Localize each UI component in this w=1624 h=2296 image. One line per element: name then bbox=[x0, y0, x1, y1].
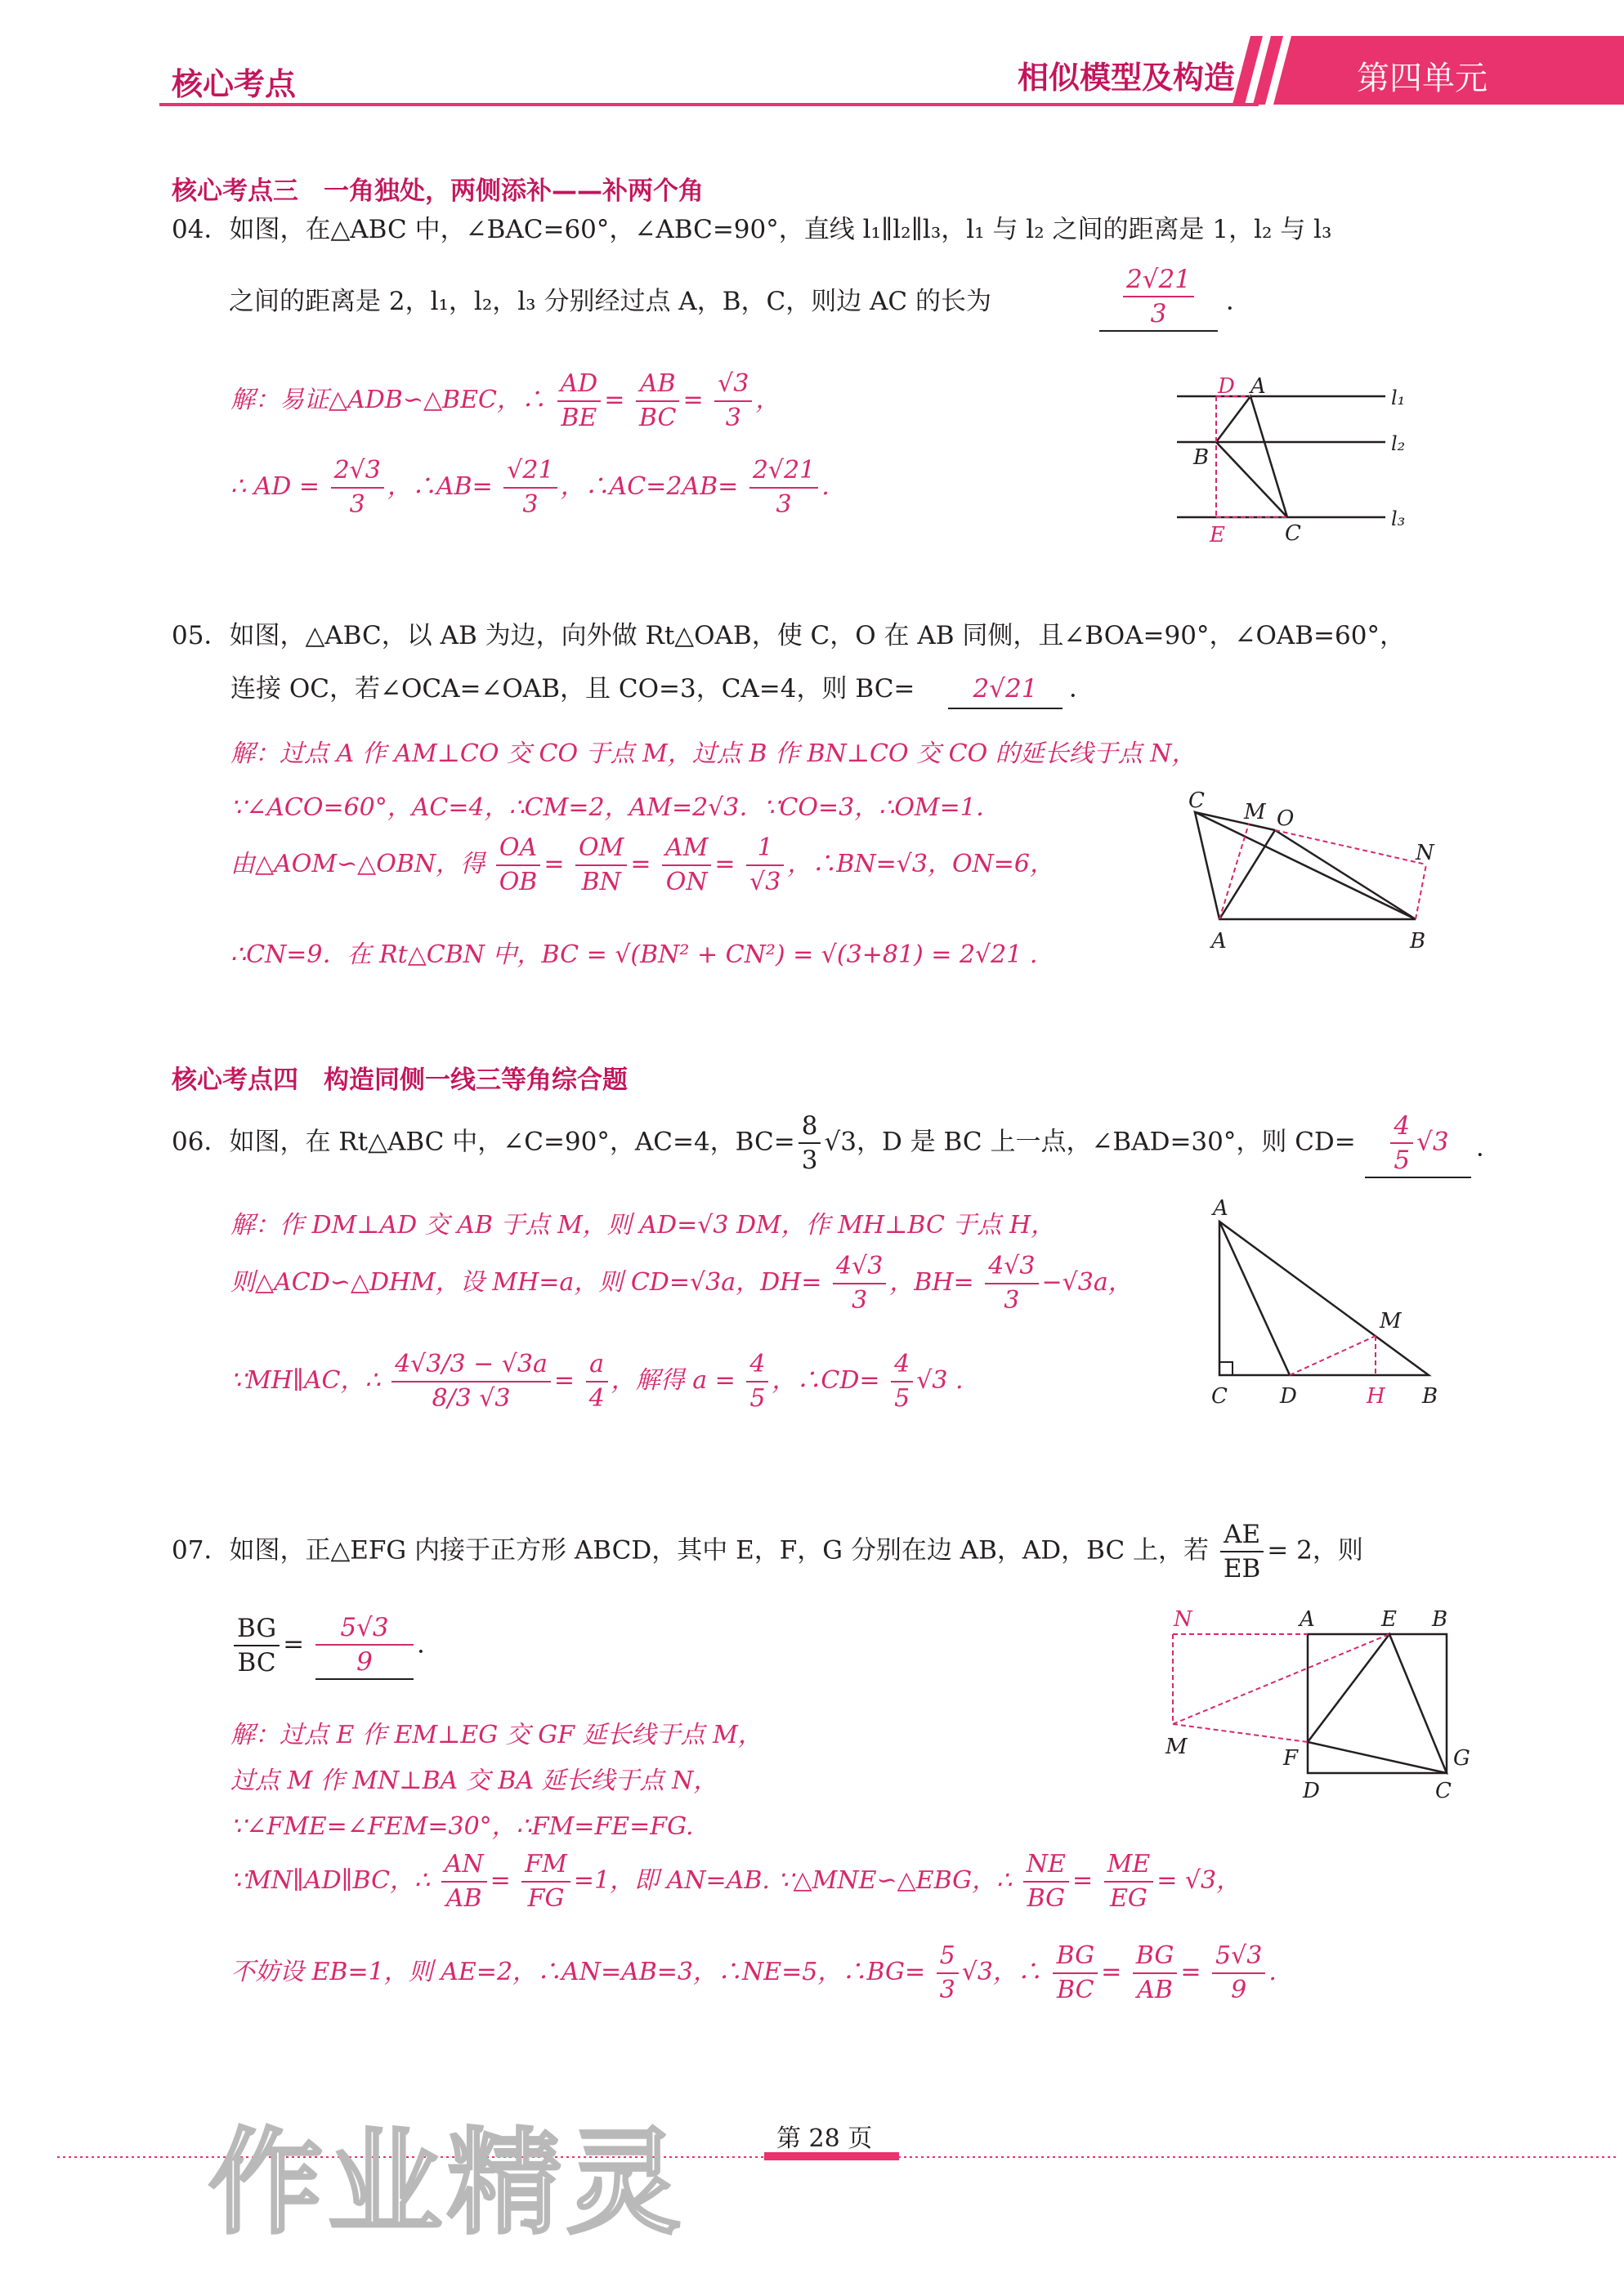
q04-figure bbox=[1169, 372, 1414, 552]
label-f: F bbox=[1283, 1746, 1299, 1771]
dashed-me bbox=[1173, 1634, 1389, 1724]
header-chapter-title: 相似模型及构造 bbox=[1018, 60, 1236, 96]
label-c: C bbox=[1285, 521, 1301, 546]
label-d: D bbox=[1218, 374, 1235, 399]
q07-figure bbox=[1152, 1601, 1479, 1814]
q05-figure bbox=[1177, 784, 1463, 956]
dashed-bn bbox=[1416, 864, 1426, 919]
label-l3: l₃ bbox=[1391, 507, 1406, 530]
triangle-abc bbox=[1219, 1222, 1429, 1375]
q04-answer: $\frac{2√21}{3}$ bbox=[1099, 263, 1218, 332]
label-e: E bbox=[1210, 523, 1225, 547]
triangle-abc bbox=[1216, 396, 1287, 517]
page-number: 第 28 页 bbox=[776, 2124, 873, 2153]
watermark-logo: 作业精灵 bbox=[208, 2117, 687, 2250]
label-a: A bbox=[1250, 374, 1266, 399]
q04-line-2: 之间的距离是 2，l₁，l₂，l₃ 分别经过点 A，B，C，则边 AC 的长为 bbox=[229, 287, 992, 316]
header-left-title: 核心考点 bbox=[172, 66, 297, 102]
triangle-abc bbox=[1195, 812, 1416, 919]
q06-solution-line-2: 则△ACD∽△DHM，设 MH=a，则 CD=√3a，DH= $\frac{4√3}{3}$ ，BH= $\frac{4√3}{3}$ −√3a， bbox=[230, 1252, 1133, 1315]
q06-figure bbox=[1201, 1197, 1463, 1418]
square-abcd bbox=[1308, 1634, 1447, 1773]
segment-ao bbox=[1219, 830, 1275, 919]
section-3-title: 核心考点三 一角独处，两侧添补——补两个角 bbox=[172, 176, 704, 206]
q06-answer: $\frac{4}{5}$ √3 bbox=[1365, 1110, 1471, 1178]
label-l1: l₁ bbox=[1391, 386, 1406, 409]
q05-solution-line-3: 由△AOM∽△OBN，得 $\frac{OA}{OB}$ = $\frac{OM}{BN}$ = $\frac{AM}{ON}$ = $\frac{1}{√3}$ ，∴BN=√3，ON=6， bbox=[230, 833, 1055, 896]
label-g: G bbox=[1453, 1746, 1470, 1771]
label-d: D bbox=[1280, 1384, 1297, 1409]
dashed-mf bbox=[1173, 1724, 1308, 1742]
q07-line-1: 07．如图，正△EFG 内接于正方形 ABCD，其中 E，F，G 分别在边 AB，AD，BC 上，若 $\frac{AE}{EB}$ = 2，则 bbox=[172, 1520, 1363, 1584]
q05-solution-line-1: 解：过点 A 作 AM⊥CO 交 CO 于点 M，过点 B 作 BN⊥CO 交 CO 的延长线于点 N， bbox=[230, 739, 1197, 768]
q05-answer: 2√21 bbox=[948, 670, 1063, 709]
q06-solution-line-3: ∵MH∥AC，∴ $\frac{4√3/3 - √3a}{8/3 √3}$ = $\frac{a}{4}$ ，解得 a = $\frac{4}{5}$ ，∴CD= $\frac{4}{5}$ √3 . bbox=[230, 1350, 964, 1413]
dashed-am bbox=[1219, 824, 1249, 919]
segment-ad bbox=[1219, 1222, 1290, 1375]
label-m: M bbox=[1380, 1309, 1402, 1333]
label-c: C bbox=[1435, 1779, 1452, 1803]
label-m: M bbox=[1165, 1735, 1188, 1759]
q07-solution-line-2: 过点 M 作 MN⊥BA 交 BA 延长线于点 N， bbox=[230, 1767, 718, 1795]
label-m: M bbox=[1244, 800, 1266, 824]
label-b: B bbox=[1422, 1384, 1438, 1409]
segment-ob bbox=[1275, 830, 1416, 919]
label-a: A bbox=[1213, 1197, 1228, 1221]
q07-solution-line-4: ∵MN∥AD∥BC，∴ $\frac{AN}{AB}$ = $\frac{FM}{FG}$ =1，即 AN=AB. ∵△MNE∽△EBG，∴ $\frac{NE}{BG}$ = $\frac{ME}{EG}$ = √3， bbox=[230, 1850, 1241, 1913]
q05-solution-line-2: ∵∠ACO=60°，AC=4，∴CM=2，AM=2√3．∵CO=3，∴OM=1． bbox=[230, 793, 1000, 822]
dashed-on bbox=[1275, 830, 1426, 864]
q04-line-1: 04．如图，在△ABC 中，∠BAC=60°，∠ABC=90°，直线 l₁∥l₂∥l₃，l₁ 与 l₂ 之间的距离是 1，l₂ 与 l₃ bbox=[172, 215, 1332, 244]
label-a: A bbox=[1211, 929, 1227, 954]
section-4-title: 核心考点四 构造同侧一线三等角综合题 bbox=[172, 1065, 628, 1095]
q05-solution-line-4: ∴CN=9．在 Rt△CBN 中，BC = √(BN² + CN²) = √(3+81) = 2√21 . bbox=[230, 940, 1038, 969]
label-o: O bbox=[1277, 806, 1295, 831]
q07-solution-line-1: 解：过点 E 作 EM⊥EG 交 GF 延长线于点 M， bbox=[230, 1721, 763, 1749]
label-b: B bbox=[1432, 1607, 1448, 1632]
q04-solution-line-1: 解：易证△ADB∽△BEC，∴ $\frac{AD}{BE}$ = $\frac{AB}{BC}$ = $\frac{√3}{3}$ ， bbox=[230, 369, 781, 432]
label-d: D bbox=[1303, 1779, 1320, 1803]
label-n: N bbox=[1174, 1607, 1192, 1632]
label-h: H bbox=[1367, 1384, 1385, 1409]
q05-line-2: 连接 OC，若∠OCA=∠OAB，且 CO=3，CA=4，则 BC= bbox=[230, 674, 915, 704]
label-n: N bbox=[1416, 841, 1434, 865]
header-unit-label: 第四单元 bbox=[1357, 60, 1488, 97]
label-e: E bbox=[1381, 1607, 1397, 1632]
q07-solution-line-5: 不妨设 EB=1，则 AE=2，∴AN=AB=3，∴NE=5，∴BG= $\frac{5}{3}$ √3，∴ $\frac{BG}{BC}$ = $\frac{BG}{AB}$ = $\frac{5√3}{9}$ . bbox=[230, 1941, 1277, 2004]
q06-end: ． bbox=[1476, 1133, 1501, 1163]
label-c: C bbox=[1188, 788, 1205, 813]
triangle-efg bbox=[1308, 1634, 1447, 1773]
q04-solution-line-2: ∴ AD = $\frac{2√3}{3}$ ，∴AB= $\frac{√21}{3}$ ，∴AC=2AB= $\frac{2√21}{3}$ . bbox=[230, 456, 830, 519]
q06-solution-line-1: 解：作 DM⊥AD 交 AB 于点 M，则 AD=√3 DM，作 MH⊥BC 于点 H， bbox=[230, 1211, 1056, 1240]
dashed-dm bbox=[1290, 1336, 1376, 1375]
q04-end: ． bbox=[1226, 287, 1251, 316]
q05-line-1: 05．如图，△ABC，以 AB 为边，向外做 Rt△OAB，使 C，O 在 AB 同侧，且∠BOA=90°，∠OAB=60°， bbox=[172, 621, 1405, 650]
label-b: B bbox=[1193, 445, 1210, 470]
q06-question: 06．如图，在 Rt△ABC 中，∠C=90°，AC=4，BC= $\frac{8}{3}$ √3，D 是 BC 上一点，∠BAD=30°，则 CD= bbox=[172, 1111, 1356, 1175]
label-c: C bbox=[1211, 1384, 1228, 1409]
q07-solution-line-3: ∵∠FME=∠FEM=30°，∴FM=FE=FG. bbox=[230, 1812, 694, 1841]
label-a: A bbox=[1300, 1607, 1315, 1632]
q05-end: ． bbox=[1069, 674, 1094, 704]
label-b: B bbox=[1410, 929, 1426, 954]
label-l2: l₂ bbox=[1391, 432, 1406, 455]
q07-line-2: $\frac{BG}{BC}$ = $\frac{5√3}{9}$ . bbox=[230, 1611, 425, 1680]
